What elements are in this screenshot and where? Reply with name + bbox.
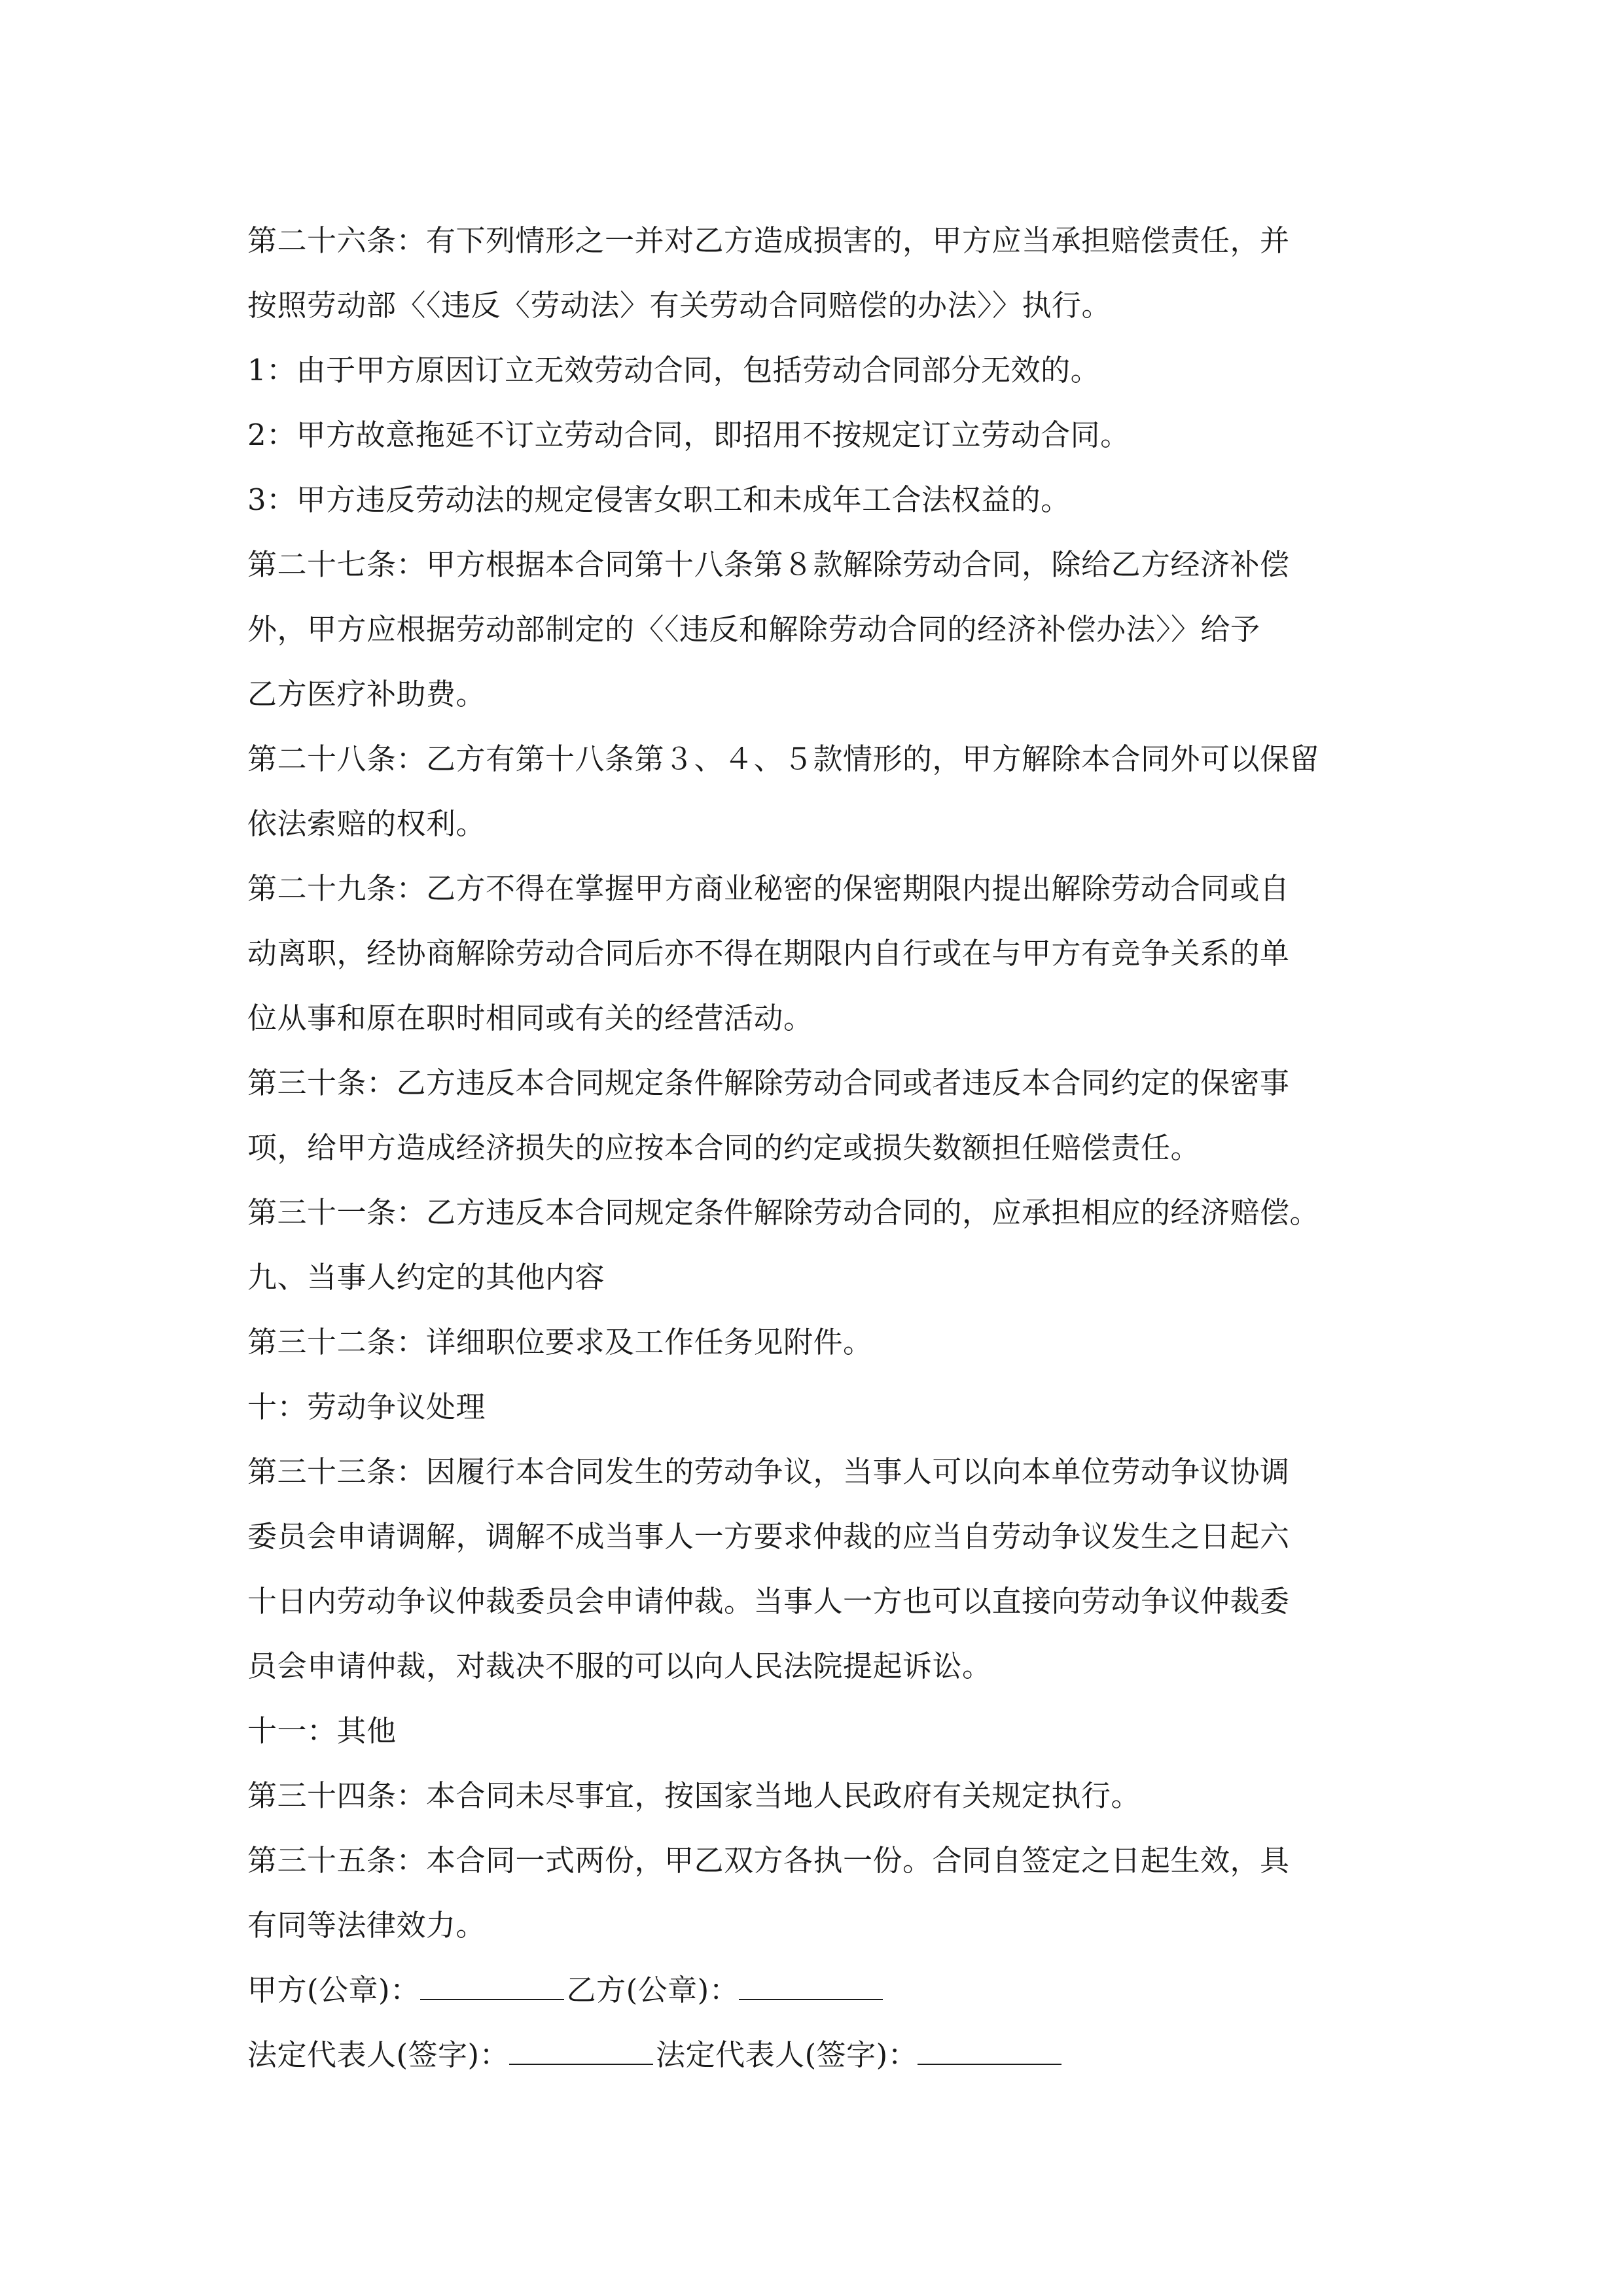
text-line: 2：甲方故意拖延不订立劳动合同，即招用不按规定订立劳动合同。 <box>247 418 1130 452</box>
text-line: 有同等法律效力。 <box>247 1908 486 1943</box>
contract-page <box>247 208 1386 2087</box>
text-line: 第三十二条：详细职位要求及工作任务见附件。 <box>247 1325 873 1359</box>
text-line: 第三十条：乙方违反本合同规定条件解除劳动合同或者违反本合同约定的保密事 <box>247 1066 1290 1100</box>
legal-rep-a-blank <box>509 2040 653 2065</box>
text-line: 第三十三条：因履行本合同发生的劳动争议，当事人可以向本单位劳动争议协调 <box>247 1454 1290 1489</box>
legal-rep-a-label: 法定代表人(签字)： <box>247 2037 510 2072</box>
text-line: 按照劳动部〈〈违反〈劳动法〉有关劳动合同赔偿的办法〉〉执行。 <box>247 288 1112 323</box>
text-line: 项，给甲方造成经济损失的应按本合同的约定或损失数额担任赔偿责任。 <box>247 1130 1201 1165</box>
text-line: 第二十七条：甲方根据本合同第十八条第８款解除劳动合同，除给乙方经济补偿 <box>247 547 1290 582</box>
legal-rep-b-blank <box>918 2040 1061 2065</box>
text-line: 员会申请仲裁，对裁决不服的可以向人民法院提起诉讼。 <box>247 1649 992 1683</box>
text-line: 十：劳动争议处理 <box>247 1390 486 1424</box>
party-b-seal-label: 乙方(公章)： <box>566 1973 740 2007</box>
text-line: 第三十五条：本合同一式两份，甲乙双方各执一份。合同自签定之日起生效，具 <box>247 1843 1290 1878</box>
text-line: 十日内劳动争议仲裁委员会申请仲裁。当事人一方也可以直接向劳动争议仲裁委 <box>247 1584 1290 1619</box>
text-line: 第二十八条：乙方有第十八条第３、４、５款情形的，甲方解除本合同外可以保留 <box>247 742 1320 776</box>
text-line: 委员会申请调解，调解不成当事人一方要求仲裁的应当自劳动争议发生之日起六 <box>247 1519 1290 1554</box>
text-line: 第三十一条：乙方违反本合同规定条件解除劳动合同的，应承担相应的经济赔偿。 <box>247 1195 1320 1230</box>
text-line: 第二十九条：乙方不得在掌握甲方商业秘密的保密期限内提出解除劳动合同或自 <box>247 871 1290 906</box>
party-b-seal-blank <box>739 1975 883 2000</box>
text-line: 外，甲方应根据劳动部制定的〈〈违反和解除劳动合同的经济补偿办法〉〉给予 <box>247 612 1260 647</box>
text-line: 3：甲方违反劳动法的规定侵害女职工和未成年工合法权益的。 <box>247 482 1071 517</box>
text-line: 第三十四条：本合同未尽事宜，按国家当地人民政府有关规定执行。 <box>247 1778 1141 1813</box>
text-line: 第二十六条：有下列情形之一并对乙方造成损害的，甲方应当承担赔偿责任，并 <box>247 223 1290 258</box>
text-line: 九、当事人约定的其他内容 <box>247 1260 605 1295</box>
party-a-seal-label: 甲方(公章)： <box>247 1973 420 2007</box>
text-line: 依法索赔的权利。 <box>247 806 486 841</box>
text-line: 1：由于甲方原因订立无效劳动合同，包括劳动合同部分无效的。 <box>247 353 1101 387</box>
text-line: 乙方医疗补助费。 <box>247 677 486 711</box>
legal-rep-b-label: 法定代表人(签字)： <box>656 2037 918 2072</box>
contract-body <box>247 208 1386 1958</box>
party-a-seal-blank <box>420 1975 564 2000</box>
seal-signature-row <box>247 1958 1386 2022</box>
text-line: 动离职，经协商解除劳动合同后亦不得在期限内自行或在与甲方有竞争关系的单 <box>247 936 1290 971</box>
text-line: 十一：其他 <box>247 1713 397 1748</box>
text-line: 位从事和原在职时相同或有关的经营活动。 <box>247 1001 813 1035</box>
legal-rep-signature-row <box>247 2022 1386 2087</box>
